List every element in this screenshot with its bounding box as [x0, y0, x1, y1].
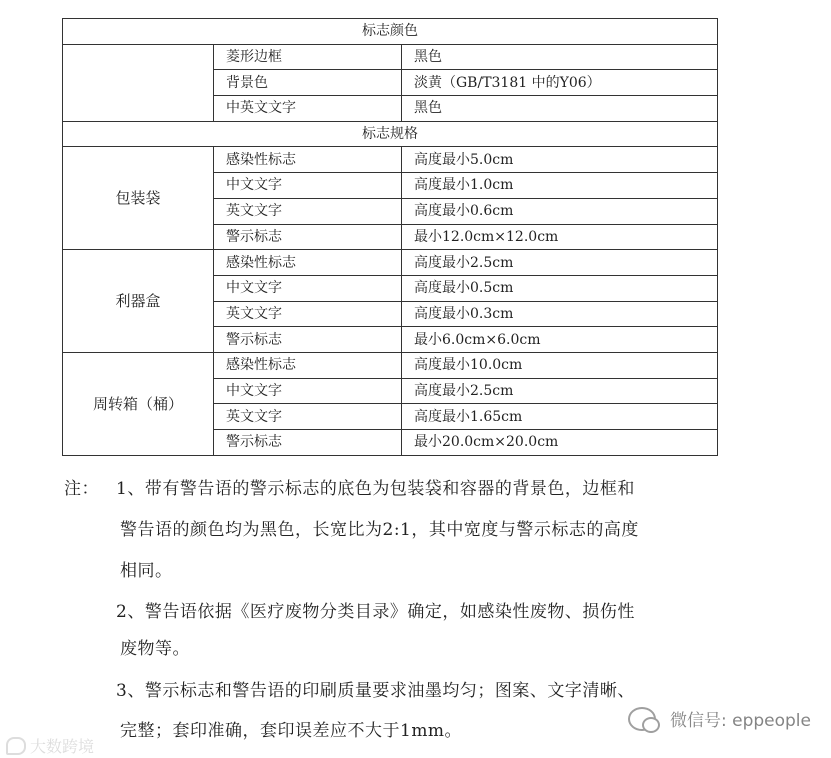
- table-row: [63, 44, 718, 70]
- table-row: [63, 121, 718, 147]
- item-cell: 菱形边框: [214, 44, 402, 70]
- item-cell: 英文文字: [214, 404, 402, 430]
- spec-table: [62, 18, 718, 456]
- item-cell: 中文文字: [214, 173, 402, 199]
- note-line: 2、警告语依据《医疗废物分类目录》确定，如感染性废物、损伤性: [116, 602, 635, 622]
- color-section-header: 标志颜色: [63, 19, 718, 45]
- item-cell: 英文文字: [214, 301, 402, 327]
- value-cell: 高度最小0.6cm: [402, 198, 718, 224]
- item-cell: 警示标志: [214, 327, 402, 353]
- value-cell: 最小6.0cm×6.0cm: [402, 327, 718, 353]
- wechat-watermark: [628, 706, 811, 731]
- notes-prefix: 注：: [64, 479, 99, 499]
- table-row: [63, 19, 718, 45]
- item-cell: 感染性标志: [214, 250, 402, 276]
- value-cell: 高度最小1.65cm: [402, 404, 718, 430]
- table-row: [63, 147, 718, 173]
- item-cell: 警示标志: [214, 224, 402, 250]
- note-line: 完整；套印准确，套印误差应不大于1mm。: [120, 721, 463, 741]
- table-row: [63, 352, 718, 378]
- item-cell: 背景色: [214, 70, 402, 96]
- watermark-text: 大数跨境: [30, 737, 95, 756]
- note-line: 废物等。: [120, 639, 190, 659]
- group-name-cell: 利器盒: [63, 250, 214, 353]
- value-cell: 淡黄（GB/T3181 中的Y06）: [402, 70, 718, 96]
- value-cell: 黑色: [402, 44, 718, 70]
- value-cell: 黑色: [402, 96, 718, 122]
- value-cell: 高度最小0.5cm: [402, 275, 718, 301]
- color-group-cell: [63, 44, 214, 121]
- item-cell: 中文文字: [214, 275, 402, 301]
- value-cell: 高度最小5.0cm: [402, 147, 718, 173]
- table-row: [63, 250, 718, 276]
- value-cell: 高度最小1.0cm: [402, 173, 718, 199]
- value-cell: 高度最小2.5cm: [402, 250, 718, 276]
- item-cell: 英文文字: [214, 198, 402, 224]
- wechat-id: 微信号: eppeople: [669, 711, 811, 731]
- value-cell: 高度最小0.3cm: [402, 301, 718, 327]
- value-cell: 最小20.0cm×20.0cm: [402, 430, 718, 456]
- note-line: 警告语的颜色均为黑色，长宽比为2:1，其中宽度与警示标志的高度: [120, 520, 639, 540]
- note-line: 3、警示标志和警告语的印刷质量要求油墨均匀；图案、文字清晰、: [116, 681, 635, 701]
- item-cell: 中英文文字: [214, 96, 402, 122]
- note-line: 1、带有警告语的警示标志的底色为包装袋和容器的背景色，边框和: [116, 479, 635, 499]
- group-name-cell: 包装袋: [63, 147, 214, 250]
- group-name-cell: 周转箱（桶）: [63, 352, 214, 455]
- item-cell: 警示标志: [214, 430, 402, 456]
- value-cell: 高度最小10.0cm: [402, 352, 718, 378]
- corner-watermark: [6, 734, 94, 757]
- chat-bubble-icon: [6, 737, 26, 755]
- value-cell: 最小12.0cm×12.0cm: [402, 224, 718, 250]
- spec-section-header: 标志规格: [63, 121, 718, 147]
- item-cell: 感染性标志: [214, 352, 402, 378]
- item-cell: 感染性标志: [214, 147, 402, 173]
- note-line: 相同。: [120, 561, 173, 581]
- value-cell: 高度最小2.5cm: [402, 378, 718, 404]
- item-cell: 中文文字: [214, 378, 402, 404]
- wechat-icon: [628, 707, 656, 731]
